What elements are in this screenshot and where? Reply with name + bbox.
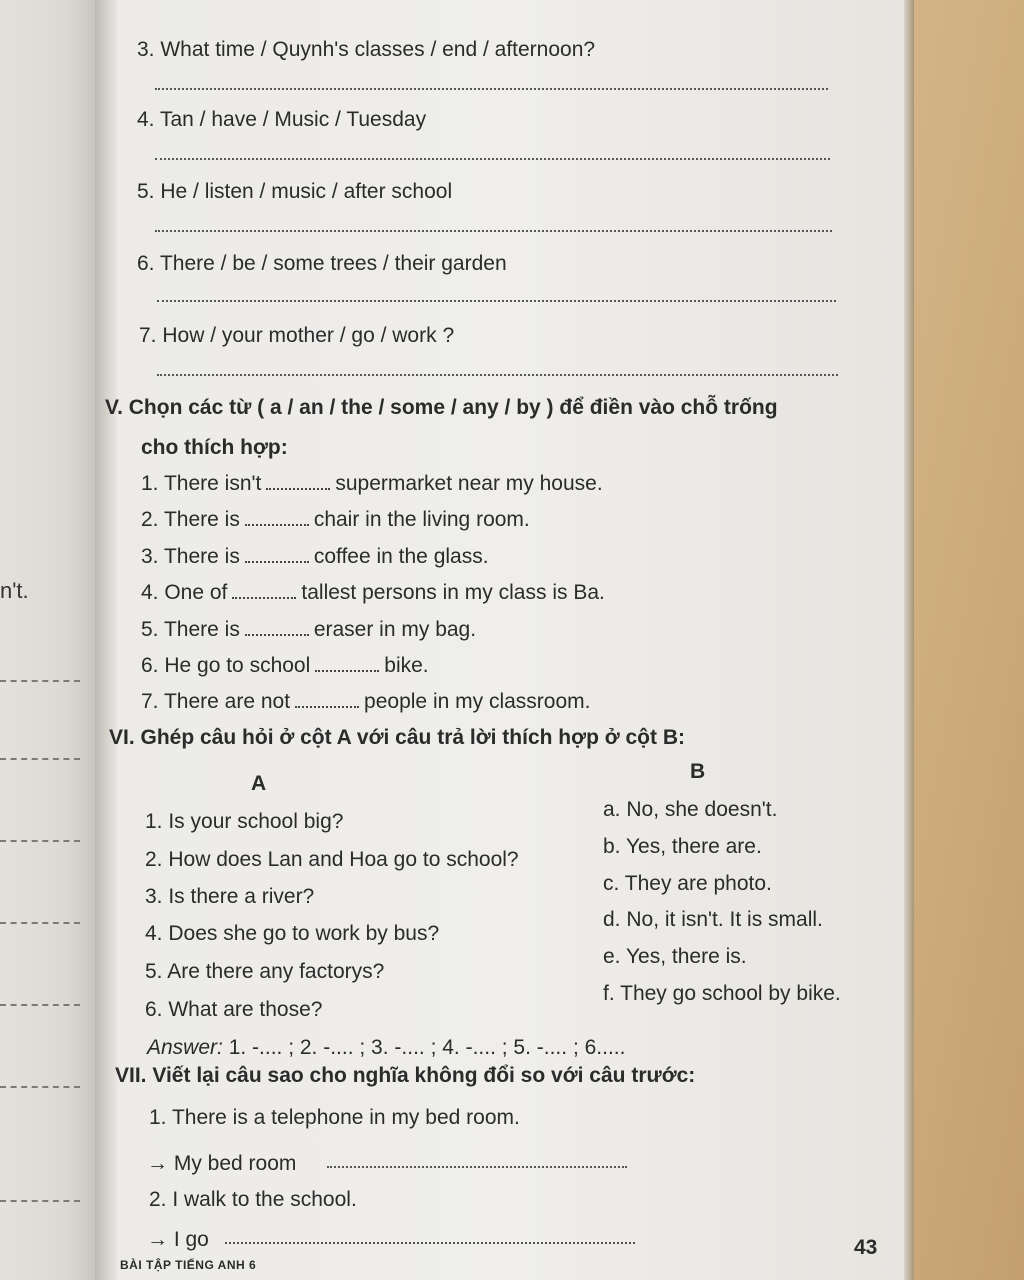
fill-blank-item [141,472,603,496]
answer-option: c. They are photo. [603,872,772,895]
question-item: 1. Is your school big? [145,810,344,833]
blank-line [232,596,296,599]
item-text-before: 1. There isn't [141,472,262,495]
answer-line [157,300,836,302]
book-title-footer: BÀI TẬP TIẾNG ANH 6 [120,1258,257,1272]
answer-line [157,374,838,376]
previous-page-answer-line [0,1200,80,1202]
item-text-after: tallest persons in my class is Ba. [301,581,605,604]
blank-line [245,633,309,636]
fill-blank-item [141,654,429,678]
blank-line [266,487,330,490]
item-text-before: 5. There is [141,618,240,641]
item-text-after: eraser in my bag. [313,618,477,641]
rewrite-prompt: → My bed room [147,1152,297,1175]
answer-label: Answer: [147,1036,223,1059]
previous-page-text-fragment: n't. [0,578,29,603]
item-text-before: 2. There is [141,508,240,531]
answer-option: d. No, it isn't. It is small. [603,908,823,931]
previous-page-answer-line [0,840,80,842]
question-item: 4. Does she go to work by bus? [145,922,440,945]
column-a-label: A [251,772,267,795]
answer-option: e. Yes, there is. [603,945,747,968]
question-item: 6. What are those? [145,998,323,1021]
rewrite-question: 1. There is a telephone in my bed room. [149,1106,520,1129]
item-text-after: bike. [384,654,429,677]
blank-line [295,705,359,708]
item-text-after: coffee in the glass. [313,545,489,568]
workbook-page [105,0,910,1280]
book-gutter [95,0,117,1280]
section-heading-continued: cho thích hợp: [141,436,288,459]
previous-page-answer-line [0,1086,80,1088]
fill-blank-item [141,581,605,605]
previous-page-answer-line [0,922,80,924]
answer-key-line [147,1036,625,1060]
page-edge-shadow [904,0,914,1280]
rewrite-prompt: → I go [147,1228,209,1251]
answer-line [155,158,830,160]
answer-line [225,1242,635,1244]
exercise-item: 4. Tan / have / Music / Tuesday [137,108,427,131]
previous-page-answer-line [0,680,80,682]
answer-option: f. They go school by bike. [603,982,841,1005]
answer-option: b. Yes, there are. [603,835,762,858]
blank-line [245,523,309,526]
item-text-before: 4. One of [141,581,228,604]
previous-page-answer-line [0,758,80,760]
column-b-label: B [690,760,706,783]
item-text-after: chair in the living room. [313,508,530,531]
fill-blank-item [141,508,530,532]
fill-blank-item [141,618,476,642]
answer-line [155,230,832,232]
answer-option: a. No, she doesn't. [603,798,778,821]
item-text-before: 7. There are not [141,690,291,713]
section-heading: VI. Ghép câu hỏi ở cột A với câu trả lời thích hợp ở cột B: [109,726,685,749]
blank-line [245,560,309,563]
item-text-after: people in my classroom. [364,690,591,713]
exercise-item: 5. He / listen / music / after school [137,180,453,203]
page-number: 43 [854,1236,878,1259]
rewrite-question: 2. I walk to the school. [149,1188,357,1211]
section-heading: V. Chọn các từ ( a / an / the / some / any / by ) để điền vào chỗ trống [105,396,778,419]
answer-line [327,1166,627,1168]
previous-page-answer-line [0,1004,80,1006]
question-item: 5. Are there any factorys? [145,960,385,983]
fill-blank-item [141,690,590,714]
exercise-item: 7. How / your mother / go / work ? [139,324,455,347]
answer-slots: 1. -.... ; 2. -.... ; 3. -.... ; 4. -.... ; 5. -.... ; 6..... [222,1036,626,1059]
exercise-item: 6. There / be / some trees / their garden [137,252,507,275]
question-item: 2. How does Lan and Hoa go to school? [145,848,519,871]
item-text-before: 3. There is [141,545,240,568]
previous-page-edge [0,0,95,1280]
exercise-item: 3. What time / Quynh's classes / end / afternoon? [137,38,596,61]
question-item: 3. Is there a river? [145,885,315,908]
section-heading: VII. Viết lại câu sao cho nghĩa không đổi so với câu trước: [115,1064,696,1087]
answer-line [155,88,828,90]
blank-line [315,669,379,672]
item-text-before: 6. He go to school [141,654,311,677]
fill-blank-item [141,545,489,569]
item-text-after: supermarket near my house. [335,472,603,495]
